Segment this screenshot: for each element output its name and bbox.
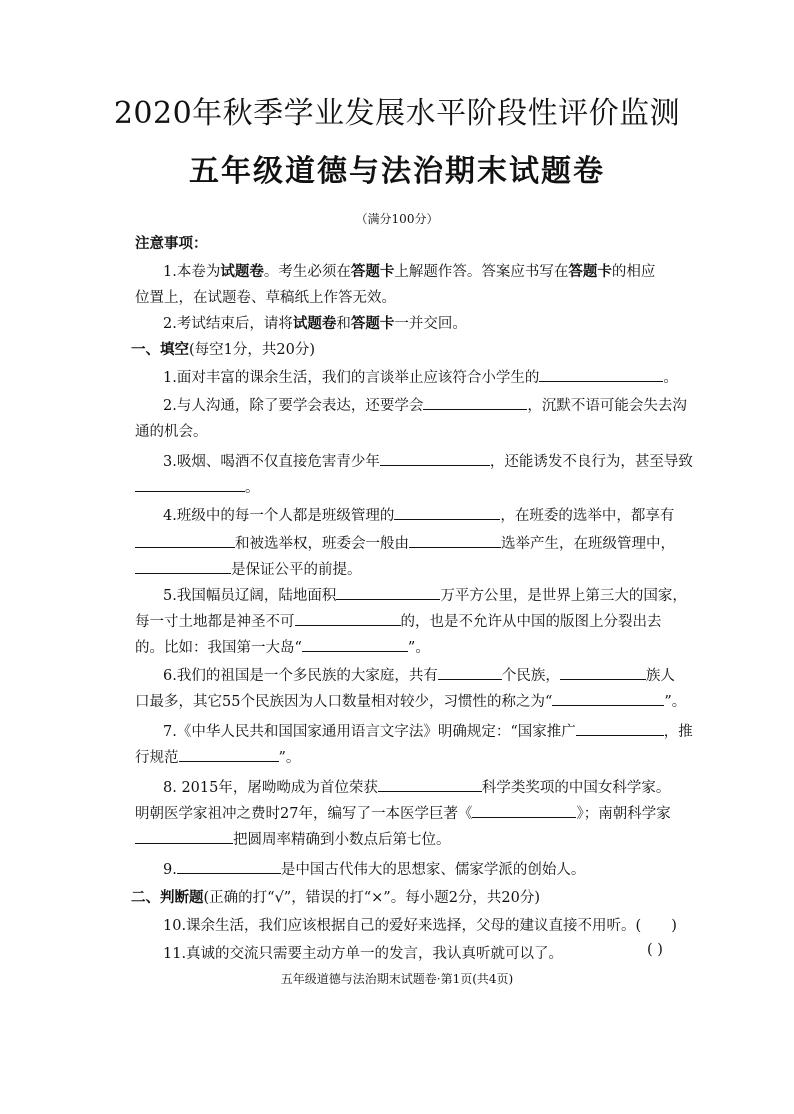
- answer-blank[interactable]: [423, 395, 527, 410]
- answer-blank[interactable]: [378, 777, 482, 792]
- question-4-cont2: [135, 558, 362, 579]
- answer-blank[interactable]: [560, 665, 646, 680]
- question-text: 把圆周率精确到小数点后第七位。: [233, 832, 451, 848]
- question-text: 选举产生，在班级管理中，: [501, 536, 675, 552]
- exam-subtitle: 五年级道德与法治期末试题卷: [189, 154, 605, 189]
- page-footer: 五年级道德与法治期末试题卷·第1页(共4页): [280, 972, 514, 986]
- question-text: ，在班委的选举中，都享有: [500, 508, 675, 524]
- answer-blank[interactable]: [472, 803, 576, 818]
- question-text: 4.班级中的每一个人都是班级管理的: [163, 508, 395, 524]
- question-9: [163, 858, 585, 879]
- answer-blank[interactable]: [409, 533, 501, 548]
- answer-blank[interactable]: [302, 637, 408, 652]
- question-2-cont: 通的机会。: [135, 424, 208, 440]
- answer-blank[interactable]: [179, 747, 279, 762]
- section-note: (每空1分，共20分): [189, 342, 315, 358]
- question-text: 族人: [645, 668, 675, 684]
- answer-paren[interactable]: ( ): [647, 942, 663, 958]
- note-text: 一并交回。: [394, 316, 467, 332]
- note-text: 1.本卷为: [163, 264, 221, 280]
- question-text: 11.真诚的交流只需要主动方单一的发言，我认真听就可以了。: [163, 946, 564, 962]
- question-text: 和被选举权，班委会一般由: [235, 536, 409, 552]
- question-text: 。: [245, 480, 260, 496]
- question-10: [163, 914, 677, 935]
- question-text: 的，也是不允许从中国的版图上分裂出去: [400, 614, 662, 630]
- question-text: 的。比如：我国第一大岛“: [135, 640, 302, 656]
- question-text: 口最多，其它55个民族因为人口数量相对较少，习惯性的称之为“: [135, 694, 553, 710]
- question-2: [163, 394, 687, 415]
- question-text: 个民族，: [501, 668, 560, 684]
- question-7-cont: [135, 746, 300, 767]
- question-8-cont2: [135, 828, 451, 849]
- answer-blank[interactable]: [438, 665, 502, 680]
- note-text: 的相应: [611, 264, 656, 280]
- section-title: 二、判断题: [131, 890, 204, 906]
- question-text: 》；南朝科学家: [576, 806, 671, 822]
- question-text: 7.《中华人民共和国国家通用语言文字法》明确规定：“国家推广: [163, 724, 576, 740]
- question-text: 万平方公里，是世界上第三大的国家，: [440, 588, 687, 604]
- question-4: [163, 504, 674, 525]
- answer-blank[interactable]: [552, 691, 664, 706]
- question-text: ”。: [664, 694, 687, 710]
- question-text: 1.面对丰富的课余生活，我们的言谈举止应该符合小学生的: [163, 370, 540, 386]
- full-score-note: （满分100分）: [355, 212, 439, 226]
- note-bold: 答题卡: [568, 264, 612, 280]
- answer-blank[interactable]: [295, 611, 401, 626]
- note-text: 2.考试结束后，请将: [163, 316, 293, 332]
- section-note: (正确的打“√”，错误的打“×”。每小题2分，共20分): [203, 890, 541, 906]
- question-text: 是保证公平的前提。: [231, 562, 362, 578]
- question-5-cont: [135, 610, 662, 631]
- question-11: [163, 942, 563, 963]
- question-3-cont: [135, 476, 260, 497]
- note-1-cont: 位置上，在试题卷、草稿纸上作答无效。: [135, 290, 396, 306]
- note-text: 。考生必须在: [263, 264, 351, 280]
- answer-blank[interactable]: [135, 829, 233, 844]
- question-3: [163, 450, 693, 471]
- note-text: 和: [336, 316, 351, 332]
- answer-blank[interactable]: [576, 721, 664, 736]
- note-bold: 答题卡: [350, 316, 395, 332]
- answer-blank[interactable]: [539, 367, 663, 382]
- question-text: ”。: [407, 640, 430, 656]
- section-title: 一、填空: [131, 342, 189, 358]
- question-7: [163, 720, 693, 741]
- question-text: 5.我国幅员辽阔，陆地面积: [163, 588, 337, 604]
- answer-blank[interactable]: [394, 505, 500, 520]
- question-6: [163, 664, 675, 685]
- question-text: 9.: [163, 862, 177, 878]
- question-text: ，还能诱发不良行为，甚至导致: [489, 454, 693, 470]
- question-text: 8. 2015年，屠呦呦成为首位荣获: [163, 780, 378, 796]
- question-text: 3.吸烟、喝酒不仅直接危害青少年: [163, 454, 380, 470]
- answer-blank[interactable]: [336, 585, 440, 600]
- exam-title: 2020年秋季学业发展水平阶段性评价监测: [113, 96, 681, 131]
- question-text: ): [671, 918, 677, 934]
- note-bold: 答题卡: [350, 264, 395, 280]
- question-text: 科学类奖项的中国女科学家。: [481, 780, 671, 796]
- question-text: ，推: [663, 724, 693, 740]
- note-text: 上解题作答。答案应书写在: [394, 264, 569, 280]
- question-text: 。: [663, 370, 678, 386]
- answer-blank[interactable]: [380, 451, 490, 466]
- answer-blank[interactable]: [135, 533, 235, 548]
- question-6-cont: [135, 690, 686, 711]
- question-text: 10.课余生活，我们应该根据自己的爱好来选择，父母的建议直接不用听。(: [163, 918, 642, 934]
- question-1: [163, 366, 678, 387]
- question-text: 是中国古代伟大的思想家、儒家学派的创始人。: [280, 862, 586, 878]
- question-text: 明朝医学家祖冲之费时27年，编写了一本医学巨著《: [135, 806, 473, 822]
- question-text: ”。: [278, 750, 301, 766]
- question-text: 2.与人沟通，除了要学会表达，还要学会: [163, 398, 424, 414]
- section2-heading: [131, 886, 540, 907]
- note-2: [163, 312, 467, 333]
- question-text: 6.我们的祖国是一个多民族的大家庭，共有: [163, 668, 438, 684]
- section1-heading: [131, 338, 315, 359]
- notes-heading: 注意事项：: [135, 236, 208, 252]
- question-text: 每一寸土地都是神圣不可: [135, 614, 295, 630]
- question-4-cont: [135, 532, 675, 553]
- answer-blank[interactable]: [135, 559, 231, 574]
- note-1: [163, 260, 655, 281]
- note-bold: 试题卷: [292, 316, 337, 332]
- answer-blank[interactable]: [177, 859, 281, 874]
- question-text: ，沉默不语可能会失去沟: [527, 398, 687, 414]
- question-5-cont2: [135, 636, 430, 657]
- question-text: 行规范: [135, 750, 179, 766]
- note-bold: 试题卷: [220, 264, 264, 280]
- answer-blank[interactable]: [135, 477, 245, 492]
- question-8: [163, 776, 670, 797]
- question-5: [163, 584, 687, 605]
- question-8-cont: [135, 802, 671, 823]
